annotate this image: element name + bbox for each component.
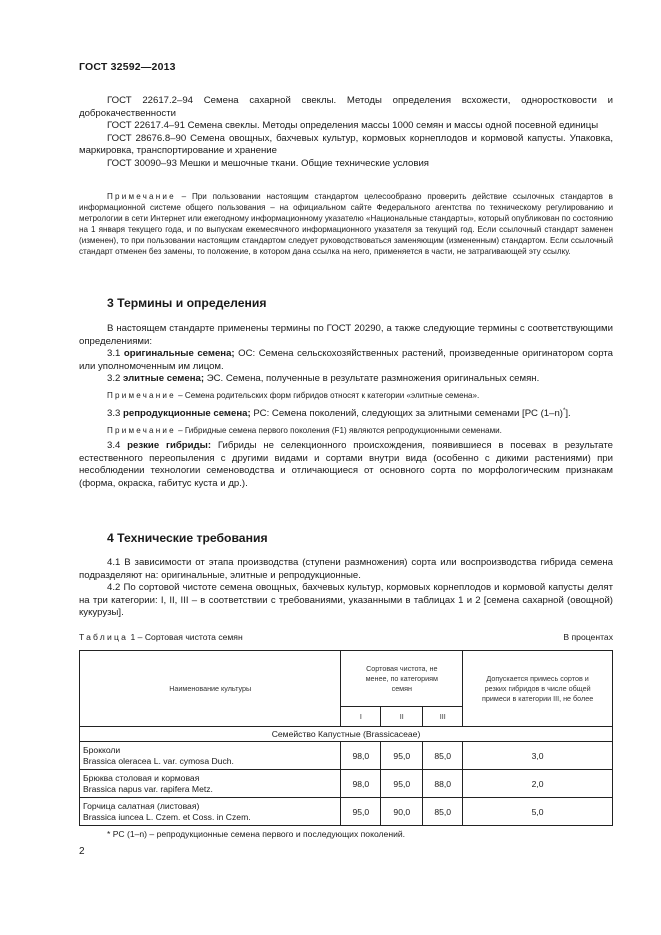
value-cat-ii: 95,0 — [381, 770, 423, 798]
note-label: Примечание — [107, 390, 176, 400]
section-3-title: 3 Термины и определения — [107, 296, 267, 310]
term-number: 3.1 — [107, 348, 124, 360]
culture-name: Брокколи — [83, 744, 121, 755]
note-elite — [79, 390, 613, 401]
note-label: Примечание — [107, 425, 176, 435]
value-cat-i: 98,0 — [341, 770, 381, 798]
section-4-title: 4 Технические требования — [107, 531, 268, 545]
value-cat-iii: 85,0 — [423, 798, 463, 826]
table-row — [80, 742, 613, 770]
culture-cell — [80, 798, 341, 826]
value-cat-ii: 95,0 — [381, 742, 423, 770]
term-number: 3.2 — [107, 373, 124, 385]
culture-latin: Brassica oleracea L. var. cymosa Duch. — [83, 755, 234, 766]
term-name: репродукционные семена; — [123, 408, 251, 420]
note-label: Примечание — [107, 192, 176, 201]
table-footnote: * РС (1–n) – репродукционные семена первого и последующих поколений. — [107, 829, 406, 839]
culture-cell — [80, 742, 341, 770]
note-hybrid — [79, 425, 613, 436]
category-iii: III — [423, 707, 463, 727]
references-list — [79, 95, 613, 171]
value-admixture: 5,0 — [463, 798, 613, 826]
reference-item: ГОСТ 22617.4–91 Семена свеклы. Методы определения массы 1000 семян и массы одной посевной единицы — [107, 120, 599, 132]
family-name: Семейство Капустные (Brassicaceae) — [80, 727, 613, 742]
note-text: – Семена родительских форм гибридов относят к категории «элитные семена». — [175, 390, 480, 400]
value-cat-ii: 90,0 — [381, 798, 423, 826]
page-number: 2 — [79, 846, 85, 857]
header-admixture: Допускается примесь сортов и резких гибридов в числе общей примеси в категории III, не более — [463, 651, 613, 727]
value-cat-i: 95,0 — [341, 798, 381, 826]
term-definition: РС: Семена поколений, следующих за элитными семенами [РС (1–n) — [250, 408, 563, 420]
note-text: – При пользовании настоящим стандартом целесообразно проверить действие ссылочных стандартов в информационной системе общего пользования – на официальном сайте Федерального агентства по техническому регулированию и метрологии в сети Интернет или ежегодному информационному указателю «Национальные стандарты», который опубликован по состоянию на 1 января текущего года, и по выпускам ежемесячного информационного указателя за текущий год. Если ссылочный стандарт заменен (изменен), то при пользовании настоящим стандартом следует руководствоваться заменяющим (измененным) стандартом. Если ссылочный стандарт отменен без замены, то положение, в котором дана ссылка на него, применяется в части, не затрагивающей эту ссылку. — [79, 192, 613, 257]
term-original-seeds — [79, 348, 613, 373]
table-family-row — [80, 727, 613, 742]
value-cat-i: 98,0 — [341, 742, 381, 770]
category-ii: II — [381, 707, 423, 727]
table-caption-label: Таблица — [79, 632, 129, 642]
culture-latin: Brassica iuncea L. Czem. et Coss. in Czem. — [83, 811, 251, 822]
header-purity: Сортовая чистота, не менее, по категориям семян — [341, 651, 463, 707]
table-row — [80, 798, 613, 826]
seed-purity-table — [79, 650, 613, 826]
term-name: резкие гибриды: — [127, 439, 212, 451]
footnote-mark: * — [562, 408, 566, 415]
culture-name: Горчица салатная (листовая) — [83, 800, 200, 811]
term-definition-end: ]. — [565, 408, 571, 420]
reference-item: ГОСТ 22617.2–94 Семена сахарной свеклы. Методы определения всхожести, одноростковости и доброкачественности — [79, 95, 613, 119]
term-elite-seeds — [79, 373, 613, 386]
reference-item: ГОСТ 28676.8–90 Семена овощных, бахчевых культур, кормовых корнеплодов и кормовой капусты. Упаковка, маркировка, транспортирование и хранение — [79, 132, 613, 157]
value-cat-iii: 85,0 — [423, 742, 463, 770]
value-cat-iii: 88,0 — [423, 770, 463, 798]
header-culture-name: Наименование культуры — [80, 651, 341, 727]
term-reproduction-seeds — [79, 405, 613, 421]
term-number: 3.4 — [107, 439, 128, 451]
value-admixture: 3,0 — [463, 742, 613, 770]
term-name: элитные семена; — [123, 373, 205, 385]
culture-name: Брюква столовая и кормовая — [83, 772, 200, 783]
term-definition: ЭС. Семена, полученные в результате размножения оригинальных семян. — [204, 373, 540, 385]
table-caption — [79, 632, 613, 642]
category-i: I — [341, 707, 381, 727]
note-references — [79, 191, 613, 258]
culture-latin: Brassica napus var. rapifera Metz. — [83, 783, 213, 794]
paragraph-4-1: 4.1 В зависимости от этапа производства (ступени размножения) сорта или воспроизводства гибрида семена подразделяют на: оригинальные, элитные и репродукционные. — [79, 557, 613, 581]
value-admixture: 2,0 — [463, 770, 613, 798]
term-definition: Гибриды не селекционного происхождения, появившиеся в посевах в результате естественного переопыления с другими видами и сортами внутри вида (особенно с дикими растениями) при несоблюдении технологии семеноводства и отличающиеся от основного сорта по морфологическим признакам (форма, окраска, габитус куста и др.). — [79, 439, 613, 489]
reference-item: ГОСТ 30090–93 Мешки и мешочные ткани. Общие технические условия — [107, 157, 429, 169]
table-header-row — [80, 651, 613, 707]
term-definition: ОС: Семена сельскохозяйственных растений, произведенные оригинатором сорта или уполномоченным им лицом. — [79, 348, 613, 372]
note-text: – Гибридные семена первого поколения (F1) являются репродукционными семенами. — [175, 425, 502, 435]
term-sharp-hybrids — [79, 440, 613, 490]
term-number: 3.3 — [107, 408, 124, 420]
section-3-intro: В настоящем стандарте применены термины по ГОСТ 20290, а также следующие термины с соответствующими определениями: — [79, 323, 613, 347]
section-4-body — [79, 557, 613, 620]
table-row — [80, 770, 613, 798]
culture-cell — [80, 770, 341, 798]
term-name: оригинальные семена; — [123, 348, 235, 360]
section-3-body — [79, 323, 613, 490]
paragraph-4-2: 4.2 По сортовой чистоте семена овощных, бахчевых культур, кормовых корнеплодов и кормовой капусты делят на три категории: I, II, III – в соответствии с требованиями, указанными в таблицах 1 и 2 [семена сахарной (овощной) кукурузы]. — [79, 582, 613, 619]
document-header: ГОСТ 32592—2013 — [79, 61, 176, 73]
table-units: В процентах — [563, 632, 613, 642]
table-caption-text: 1 – Сортовая чистота семян — [128, 632, 243, 642]
